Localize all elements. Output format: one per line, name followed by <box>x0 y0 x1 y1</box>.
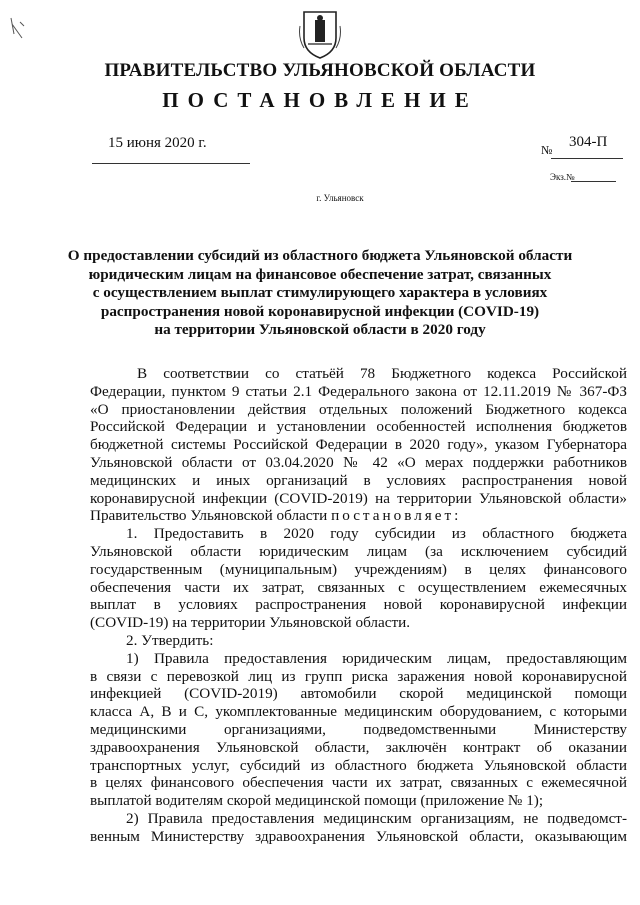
body-line: медицинскими организациями, подведомственными Министерству <box>90 720 627 738</box>
document-type: ПОСТАНОВЛЕНИЕ <box>162 88 478 112</box>
body-line <box>90 507 627 525</box>
body-line: 1) Правила предоставления юридическим лицам, предоставляющим <box>126 649 627 667</box>
body-line: обеспечения части их затрат, связанных с осуществлением ежемесячных <box>90 578 627 596</box>
body-line: выплат в условиях распространения новой коронавирусной инфекции <box>90 596 627 614</box>
document-date: 15 июня 2020 г. <box>108 135 207 151</box>
number-underline <box>551 158 623 159</box>
body-line: В соответствии со статьёй 78 Бюджетного кодекса Российской <box>137 365 627 382</box>
body-line: 1. Предоставить в 2020 году субсидии из областного бюджета <box>126 525 627 543</box>
body-line: венным Министерству здравоохранения Ульяновской области, оказывающим <box>90 827 627 845</box>
copy-number-label: Экз.№ <box>550 172 575 182</box>
body-line: 2) Правила предоставления медицинским организациям, не подведомст- <box>126 809 627 827</box>
title-line: на территории Ульяновской области в 2020 году <box>154 321 486 338</box>
body-line: здравоохранения Ульяновской области, заключён контракт об оказании <box>90 738 627 756</box>
body-line: Ульяновской области юридическим лицам (за исключением субсидий <box>90 542 627 560</box>
title-line: юридическим лицам на финансовое обеспечение затрат, связанных <box>88 265 552 283</box>
body-line: «О приостановлении действия отдельных положений Бюджетного кодекса <box>90 400 627 418</box>
scan-mark-icon <box>8 14 32 42</box>
body-line: 2. Утвердить: <box>126 631 214 649</box>
body-line: в целях финансового обеспечения части их затрат, связанных с ежемесячной <box>90 774 627 792</box>
coat-of-arms-icon <box>298 8 342 60</box>
document-title <box>60 247 580 340</box>
body-line: коронавирусной инфекции (COVID-2019) на территории Ульяновской области» <box>90 489 627 507</box>
date-underline <box>92 163 250 164</box>
body-line: бюджетной системы Российской Федерации в 2020 году», указом Губернатора <box>90 436 627 454</box>
body-line: Ульяновской области от 03.04.2020 № 42 «О мерах поддержки работников <box>90 453 627 471</box>
title-line: распространения новой коронавирусной инфекции (COVID-19) <box>100 302 540 320</box>
title-line: с осуществлением выплат стимулирующего характера в условиях <box>92 284 548 301</box>
document-number: 304-П <box>569 134 608 150</box>
body-line: выплатой водителям скорой медицинской помощи (приложение № 1); <box>90 792 544 810</box>
body-line: класса А, В и С, укомплектованные медицинским оборудованием, с которыми <box>90 703 627 721</box>
copy-number-underline <box>571 181 616 182</box>
city: г. Ульяновск <box>316 193 364 203</box>
body-line: медицинских и иных организаций в условиях распространения новой <box>90 471 627 489</box>
body-line: Российской Федерации и установлении особенностей исполнения бюджетов <box>90 418 627 436</box>
body-line: (COVID-19) на территории Ульяновской области. <box>90 614 411 632</box>
body-text-spaced: постановляет: <box>331 507 462 525</box>
document-body <box>90 365 627 846</box>
body-line: государственным (муниципальным) учреждениям) в целях финансового <box>90 560 627 578</box>
body-line: Федерации, пунктом 9 статьи 2.1 Федерального закона от 12.11.2019 № 367-ФЗ <box>90 382 627 400</box>
body-text-span: Правительство Ульяновской области <box>90 507 328 525</box>
body-line: инфекцией (COVID-2019) автомобили скорой медицинской помощи <box>90 685 627 703</box>
government-name: ПРАВИТЕЛЬСТВО УЛЬЯНОВСКОЙ ОБЛАСТИ <box>104 60 536 81</box>
body-line: транспортных услуг, субсидий из областного бюджета Ульяновской области <box>90 756 627 774</box>
body-line: в связи с перевозкой лиц из групп риска заражения новой коронавирусной <box>90 667 627 685</box>
title-line: О предоставлении субсидий из областного бюджета Ульяновской области <box>67 247 573 264</box>
number-label: № <box>541 143 553 157</box>
